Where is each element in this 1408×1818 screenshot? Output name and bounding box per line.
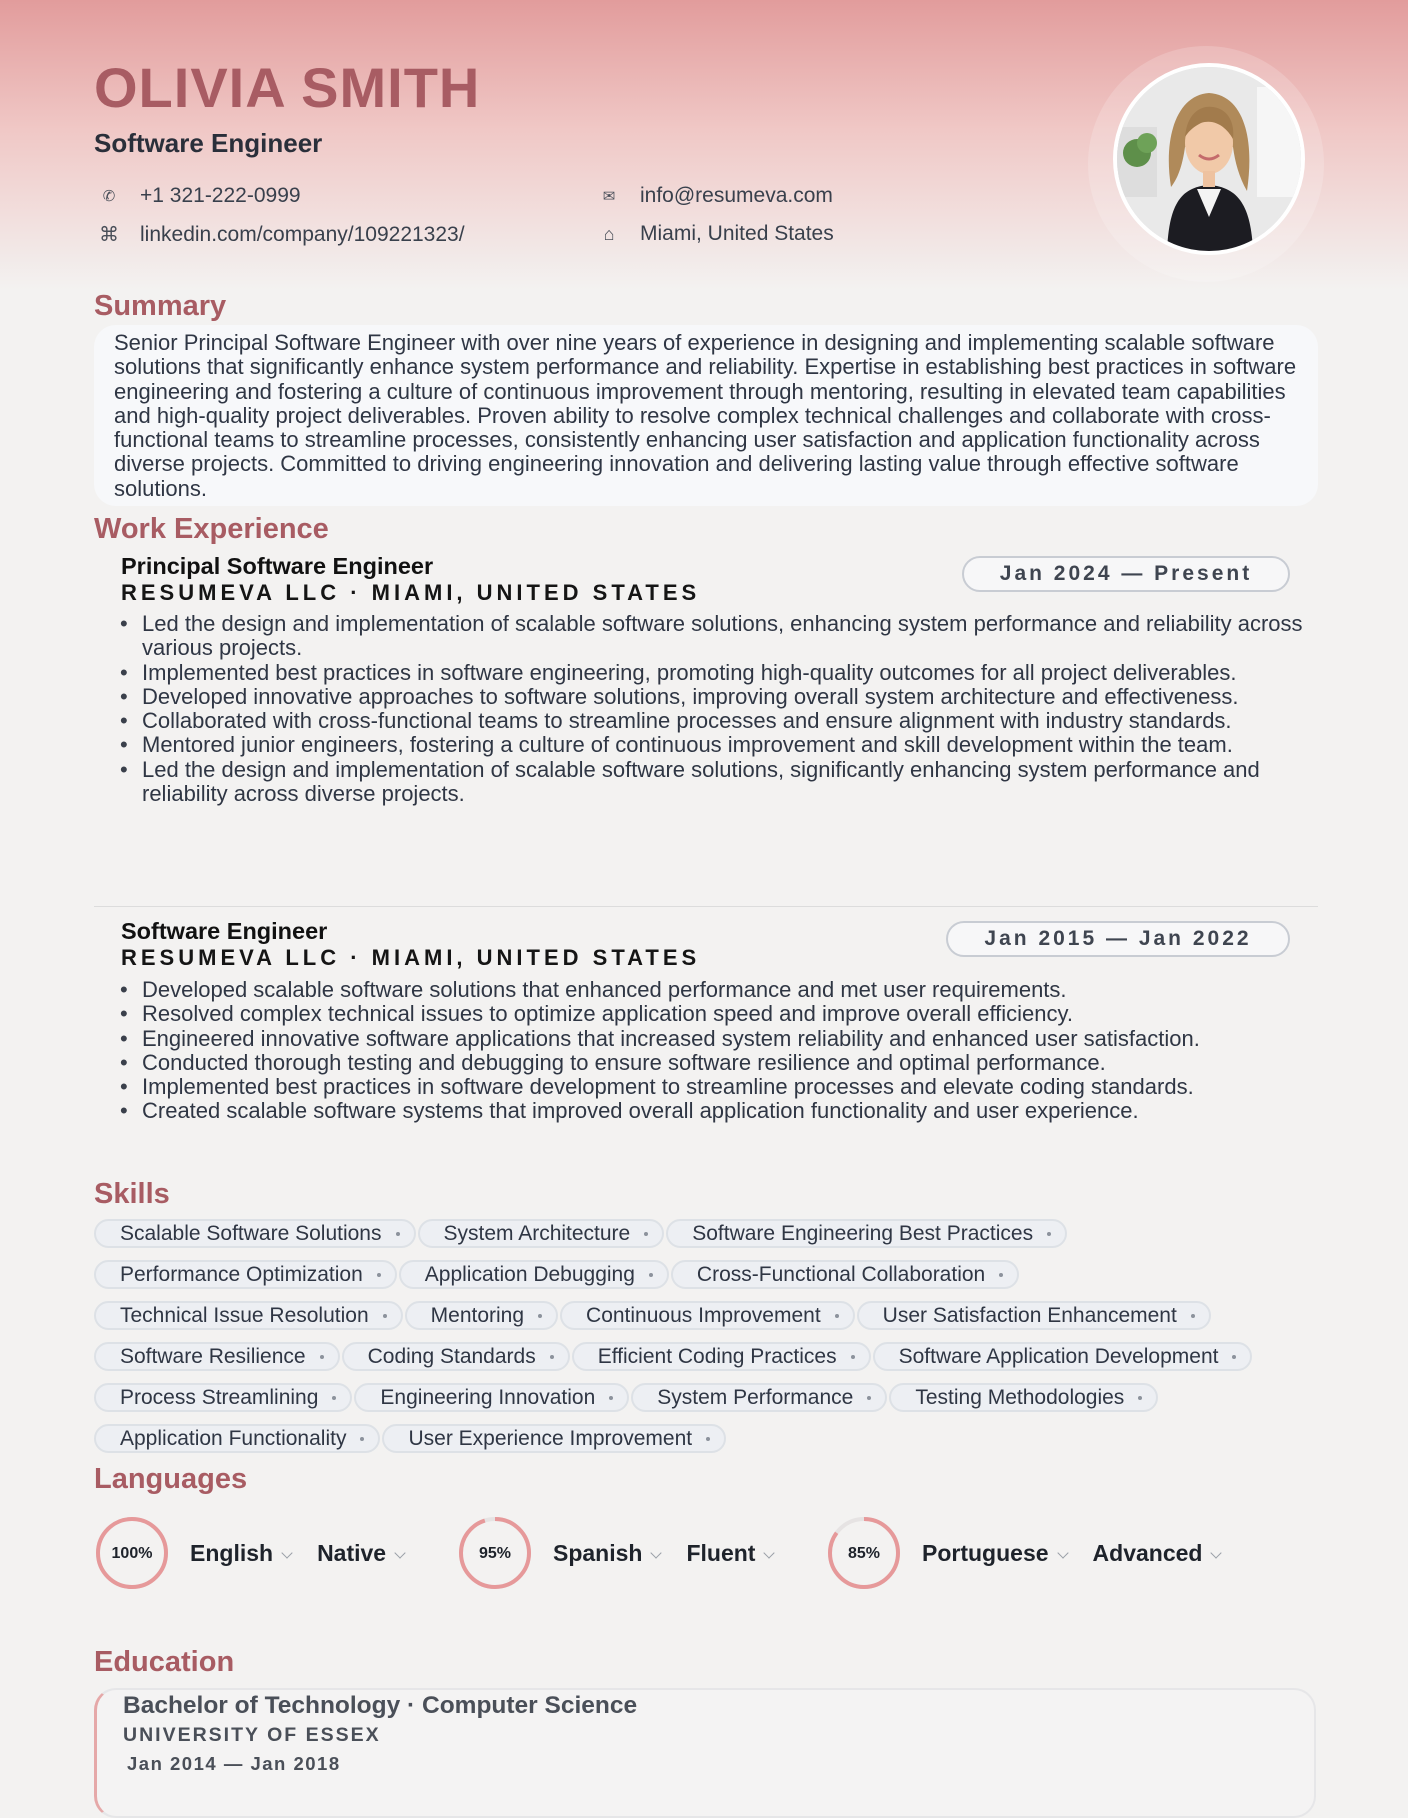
proficiency-ring [457, 1515, 533, 1591]
skill-chip [399, 1260, 669, 1289]
language-level-text: Native [317, 1539, 387, 1566]
profile-photo-illustration [1117, 67, 1301, 251]
phone-icon: ✆ [102, 188, 116, 205]
bullet-dot-icon [649, 1273, 653, 1277]
skill-label: Mentoring [430, 1303, 525, 1327]
skill-label: Efficient Coding Practices [597, 1344, 837, 1368]
job-title: Software Engineer [121, 918, 328, 944]
list-item: • Implemented best practices in software development to streamline processes and elevate coding standards. [142, 1075, 1322, 1099]
bullet-dot-icon [1191, 1314, 1195, 1318]
language-name[interactable] [553, 1540, 660, 1567]
bullet-dot-icon [332, 1396, 336, 1400]
skill-label: System Performance [657, 1385, 854, 1409]
bullet-dot-icon [609, 1396, 613, 1400]
skill-chip [382, 1424, 726, 1453]
skill-chip [857, 1301, 1211, 1330]
phone-text: +1 321-222-0999 [140, 184, 301, 207]
bullet-dot-icon [320, 1355, 324, 1359]
skill-chip [631, 1383, 887, 1412]
bullet-dot-icon [644, 1232, 648, 1236]
bullet-dot-icon [538, 1314, 542, 1318]
skill-label: Application Functionality [120, 1426, 347, 1450]
mail-icon: ✉ [602, 188, 616, 205]
skill-chip [354, 1383, 629, 1412]
email-text: info@resumeva.com [640, 184, 833, 207]
job-title: Principal Software Engineer [121, 553, 434, 579]
ring-percent: 95% [478, 1545, 512, 1562]
job-company: RESUMEVA LLC · MIAMI, UNITED STATES [121, 580, 701, 605]
list-item: • Conducted thorough testing and debugging to ensure software resilience and optimal performance. [142, 1051, 1322, 1075]
education-heading: Education [94, 1646, 235, 1678]
skill-label: Technical Issue Resolution [120, 1303, 369, 1327]
skill-label: Software Engineering Best Practices [692, 1221, 1034, 1245]
home-icon: ⌂ [603, 223, 615, 244]
job-dates-badge: Jan 2015 — Jan 2022 [946, 921, 1290, 957]
skill-chip [405, 1301, 558, 1330]
language-name[interactable] [190, 1540, 291, 1567]
language-level[interactable] [317, 1540, 404, 1567]
language-level-text: Advanced [1092, 1539, 1203, 1566]
bullet-dot-icon [360, 1437, 364, 1441]
chevron-down-icon [1057, 1547, 1068, 1558]
language-item [826, 1515, 1220, 1591]
chevron-down-icon [281, 1547, 292, 1558]
chevron-down-icon [394, 1547, 405, 1558]
skill-label: Application Debugging [424, 1262, 635, 1286]
ring-percent: 85% [847, 1545, 881, 1562]
skill-chip [94, 1383, 352, 1412]
education-dates: Jan 2014 — Jan 2018 [127, 1753, 341, 1774]
skill-chip [671, 1260, 1019, 1289]
list-item: • Engineered innovative software applications that increased system reliability and enhanced user satisfaction. [142, 1027, 1322, 1051]
job-bullets [121, 612, 1322, 806]
list-item: • Led the design and implementation of scalable software solutions, enhancing system performance and reliability across various projects. [142, 612, 1322, 661]
bullet-dot-icon [867, 1396, 871, 1400]
skills-heading: Skills [94, 1178, 170, 1210]
ring-percent: 100% [111, 1545, 153, 1562]
education-school: UNIVERSITY OF ESSEX [123, 1724, 381, 1746]
language-level-text: Fluent [686, 1539, 756, 1566]
education-degree: Bachelor of Technology · Computer Science [123, 1692, 638, 1719]
skill-label: Scalable Software Solutions [120, 1221, 382, 1245]
skill-chip [94, 1219, 416, 1248]
skill-label: User Experience Improvement [408, 1426, 693, 1450]
language-level[interactable] [686, 1540, 773, 1567]
skill-label: Software Resilience [120, 1344, 306, 1368]
linkedin-text: linkedin.com/company/109221323/ [140, 222, 465, 246]
job-divider [94, 906, 1318, 907]
skills-list [94, 1219, 1324, 1465]
list-item: • Implemented best practices in software engineering, promoting high-quality outcomes for all project deliverables. [142, 661, 1322, 685]
skill-label: Performance Optimization [120, 1262, 363, 1286]
skill-label: Cross-Functional Collaboration [696, 1262, 986, 1286]
bullet-dot-icon [835, 1314, 839, 1318]
skill-label: Continuous Improvement [586, 1303, 821, 1327]
language-name[interactable] [922, 1540, 1067, 1567]
skill-chip [94, 1342, 340, 1371]
bullet-dot-icon [1232, 1355, 1236, 1359]
location-text: Miami, United States [640, 222, 834, 245]
skill-label: Process Streamlining [120, 1385, 319, 1409]
chevron-down-icon [764, 1547, 775, 1558]
contact-email[interactable] [596, 184, 833, 208]
bullet-dot-icon [377, 1273, 381, 1277]
contact-phone[interactable] [96, 184, 301, 208]
skill-label: Software Application Development [898, 1344, 1219, 1368]
skill-chip [342, 1342, 570, 1371]
job-company: RESUMEVA LLC · MIAMI, UNITED STATES [121, 945, 701, 970]
language-name-text: Portuguese [922, 1539, 1049, 1566]
chevron-down-icon [651, 1547, 662, 1558]
skill-chip [94, 1424, 380, 1453]
bullet-dot-icon [550, 1355, 554, 1359]
languages-heading: Languages [94, 1463, 248, 1495]
language-item [457, 1515, 773, 1591]
language-level[interactable] [1093, 1540, 1221, 1567]
skill-chip [889, 1383, 1158, 1412]
summary-heading: Summary [94, 290, 227, 322]
language-item [94, 1515, 404, 1591]
chevron-down-icon [1211, 1547, 1222, 1558]
bullet-dot-icon [383, 1314, 387, 1318]
job-dates-badge: Jan 2024 — Present [962, 556, 1290, 592]
list-item: • Led the design and implementation of scalable software solutions, significantly enhancing system performance and reliability across diverse projects. [142, 758, 1322, 807]
skill-chip [572, 1342, 871, 1371]
skill-chip [560, 1301, 855, 1330]
skill-label: System Architecture [443, 1221, 631, 1245]
skill-label: Coding Standards [367, 1344, 536, 1368]
link-icon: ⌘ [99, 224, 119, 246]
bullet-dot-icon [706, 1437, 710, 1441]
skill-chip [666, 1219, 1067, 1248]
bullet-dot-icon [851, 1355, 855, 1359]
candidate-name: OLIVIA SMITH [94, 56, 481, 119]
candidate-role: Software Engineer [94, 128, 323, 158]
list-item: • Collaborated with cross-functional teams to streamline processes and ensure alignment with industry standards. [142, 709, 1322, 733]
job-bullets [121, 978, 1322, 1124]
skill-chip [418, 1219, 665, 1248]
proficiency-ring [94, 1515, 170, 1591]
bullet-dot-icon [999, 1273, 1003, 1277]
skill-chip [94, 1260, 397, 1289]
skill-label: Testing Methodologies [915, 1385, 1125, 1409]
skill-chip [94, 1301, 403, 1330]
contact-location [596, 222, 834, 246]
list-item: • Mentored junior engineers, fostering a culture of continuous improvement and skill development within the team. [142, 733, 1322, 757]
bullet-dot-icon [1047, 1232, 1051, 1236]
bullet-dot-icon [396, 1232, 400, 1236]
list-item: • Developed innovative approaches to software solutions, improving overall system architecture and effectiveness. [142, 685, 1322, 709]
bullet-dot-icon [1138, 1396, 1142, 1400]
summary-text: Senior Principal Software Engineer with over nine years of experience in designing and implementing scalable software solutions that significantly enhance system performance and reliability. Expertise in establishing best practices in software engineering and fostering a culture of continuous improvement through mentoring, resulting in elevated team capabilities and high-quality project deliverables. Proven ability to resolve complex technical challenges and collaborate with cross-functional teams to streamline processes, consistently enhancing user satisfaction and application functionality across diverse projects. Committed to driving engineering innovation and delivering lasting value through effective software solutions. [114, 330, 1297, 501]
skill-chip [873, 1342, 1253, 1371]
skill-label: User Satisfaction Enhancement [882, 1303, 1177, 1327]
list-item: • Created scalable software systems that improved overall application functionality and user experience. [142, 1099, 1322, 1123]
contact-linkedin[interactable] [96, 222, 465, 247]
list-item: • Developed scalable software solutions that enhanced performance and met user requirements. [142, 978, 1322, 1002]
skill-label: Engineering Innovation [380, 1385, 596, 1409]
language-name-text: Spanish [553, 1539, 643, 1566]
experience-heading: Work Experience [94, 513, 329, 545]
profile-photo [1113, 63, 1305, 255]
proficiency-ring [826, 1515, 902, 1591]
language-name-text: English [190, 1539, 274, 1566]
list-item: • Resolved complex technical issues to optimize application speed and improve overall efficiency. [142, 1002, 1322, 1026]
